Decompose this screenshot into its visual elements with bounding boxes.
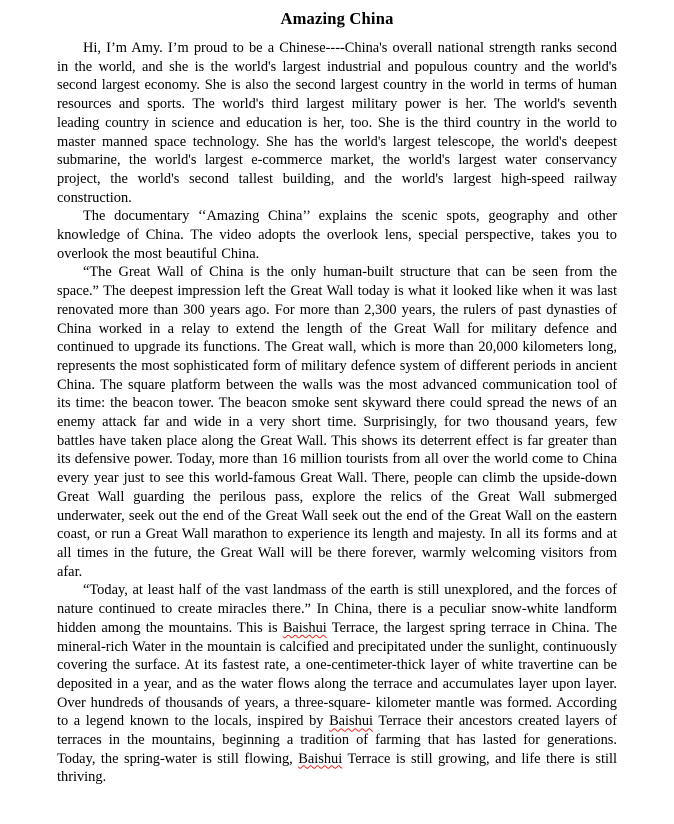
misspelled-word: Baishui xyxy=(298,750,343,767)
text-run: Hi, I’m Amy. I’m proud to be a Chinese----China's overall national strength ranks second in the world, and she is the world's largest industrial and populous country and the world's second largest economy. She is also the second largest country in the world in terms of human resources and sports. The world's third largest military power is her. The world's seventh leading country in science and education is her, too. She is the third country in the world to master manned space technology. She has the world's largest telescope, the world's deepest submarine, the world's largest e-commerce market, the world's largest water conservancy project, the world's second tallest building, and the world's largest high-speed railway construction. xyxy=(57,40,617,206)
text-run: “The Great Wall of China is the only human-built structure that can be seen from the space.” The deepest impression left the Great Wall today is what it looked like when it was last renovated more than 300 years ago. For more than 2,300 years, the rulers of past dynasties of China worked in a relay to extend the length of the Great Wall for military defence and continued to upgrade its functions. The Great wall, which is more than 20,000 kilometers long, represents the most sophisticated form of military defence system of different periods in ancient China. The square platform between the walls was the most advanced communication tool of its time: the beacon tower. The beacon smoke sent skyward there could spread the news of an enemy attack far and wide in a very short time. Surprisingly, for two thousand years, few battles have taken place along the Great Wall. This shows its deterrent effect is far greater than its defensive power. Today, more than 16 million tourists from all over the world come to China every year just to see this world-famous Great Wall. There, people can climb the upside-down Great Wall guarding the perilous pass, explore the relics of the Great Wall submerged underwater, seek out the end of the Great Wall seek out the end of the Great Wall on the eastern coast, or run a Great Wall marathon to experience its length and majesty. In all its forms and at all times in the future, the Great Wall will be there forever, warmly welcoming visitors from afar. xyxy=(57,264,617,580)
text-run: Terrace, the largest spring terrace in China. The mineral-rich Water in the mountain is calcified and precipitated under the sunlight, continuously covering the surface. At its fastest rate, a one-centimeter-thick layer of white travertine can be deposited in a year, and as the water flows along the terrace and accumulates layer upon layer. Over hundreds of thousands of years, a three-square- kilometer mantle was formed. According to a legend known to the locals, inspired by xyxy=(57,619,617,730)
paragraph-intro xyxy=(57,39,617,207)
text-run: Terrace their ancestors created layers of terraces in the mountains, beginning a tradition of farming that has lasted for generations. Today, the spring-water is still flowing, xyxy=(57,713,618,767)
misspelled-word: Baishui xyxy=(282,619,327,636)
paragraph-baishui-terrace xyxy=(57,581,617,787)
paragraph-great-wall xyxy=(57,263,617,581)
document-title: Amazing China xyxy=(280,9,394,28)
misspelled-word: Baishui xyxy=(329,713,374,730)
text-run: The documentary ‘‘Amazing China’’ explains the scenic spots, geography and other knowledge of China. The video adopts the overlook lens, special perspective, takes you to overlook the most beautiful China. xyxy=(57,208,617,262)
paragraph-documentary xyxy=(57,207,617,263)
text-run: Terrace is still growing, and life there is still thriving. xyxy=(57,750,617,786)
text-run: “Today, at least half of the vast landmass of the earth is still unexplored, and the forces of nature continued to create miracles there.” In China, there is a peculiar snow-white landform hidden among the mountains. This is xyxy=(57,582,617,636)
